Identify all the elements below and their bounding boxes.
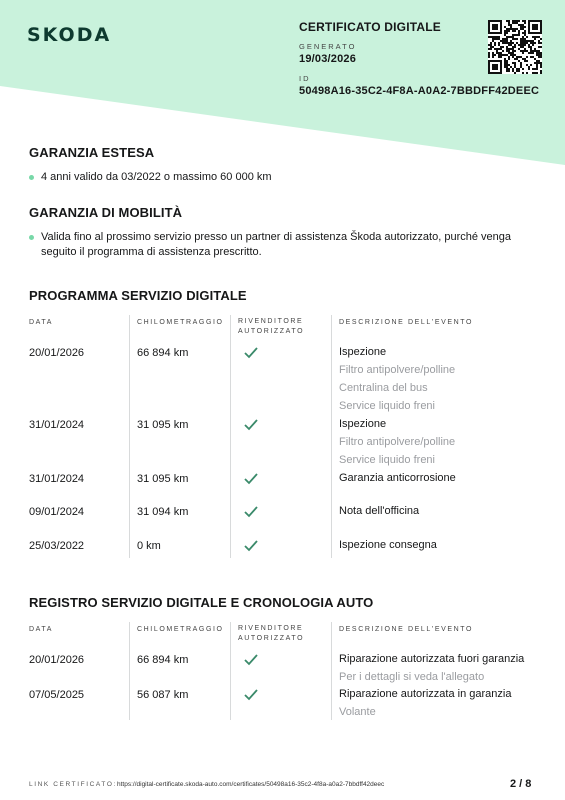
certificate-link[interactable]: https://digital-certificate.skoda-auto.com/certificates/50498a16-35c2-4f8a-a0a2-7bbdff42deec bbox=[117, 781, 385, 788]
column-header-event: DESCRIZIONE DELL'EVENTO bbox=[339, 626, 474, 633]
skoda-logo: SKODA bbox=[27, 24, 112, 46]
row-date: 31/01/2024 bbox=[29, 473, 85, 485]
column-divider bbox=[331, 315, 332, 558]
column-header-dealer: RIVENDITORE AUTORIZZATO bbox=[238, 625, 305, 642]
event-title: Riparazione autorizzata fuori garanzia bbox=[339, 653, 525, 665]
event-title: Ispezione bbox=[339, 346, 387, 358]
row-mileage: 31 095 km bbox=[137, 419, 189, 431]
row-mileage: 0 km bbox=[137, 540, 161, 552]
mobility-warranty-title: GARANZIA DI MOBILITÀ bbox=[29, 205, 183, 220]
bullet-icon bbox=[29, 175, 34, 180]
row-date: 31/01/2024 bbox=[29, 419, 85, 431]
event-detail: Service liquido freni bbox=[339, 400, 435, 412]
column-header-dealer: RIVENDITORE AUTORIZZATO bbox=[238, 318, 305, 335]
event-title: Riparazione autorizzata in garanzia bbox=[339, 688, 512, 700]
list-item bbox=[29, 170, 531, 185]
check-icon bbox=[244, 506, 258, 518]
row-description bbox=[339, 415, 455, 469]
column-header-date: DATA bbox=[29, 626, 54, 633]
check-icon bbox=[244, 419, 258, 431]
column-header-event: DESCRIZIONE DELL'EVENTO bbox=[339, 319, 474, 326]
row-mileage: 31 094 km bbox=[137, 506, 189, 518]
row-description bbox=[339, 343, 455, 415]
service-program-title: PROGRAMMA SERVIZIO DIGITALE bbox=[29, 288, 247, 303]
column-header-date: DATA bbox=[29, 319, 54, 326]
column-divider bbox=[129, 622, 130, 720]
column-divider bbox=[230, 315, 231, 558]
qr-code-icon bbox=[488, 20, 542, 74]
extended-warranty-text: 4 anni valido da 03/2022 o massimo 60 000 km bbox=[41, 171, 272, 183]
row-description bbox=[339, 502, 419, 520]
row-date: 09/01/2024 bbox=[29, 506, 85, 518]
column-divider bbox=[331, 622, 332, 720]
event-detail: Filtro antipolvere/polline bbox=[339, 364, 456, 376]
check-icon bbox=[244, 654, 258, 666]
row-description bbox=[339, 469, 456, 487]
service-history-title: REGISTRO SERVIZIO DIGITALE E CRONOLOGIA AUTO bbox=[29, 595, 374, 610]
event-detail: Filtro antipolvere/polline bbox=[339, 436, 456, 448]
row-mileage: 56 087 km bbox=[137, 689, 189, 701]
list-item bbox=[29, 230, 531, 260]
event-title: Ispezione consegna bbox=[339, 539, 437, 551]
row-mileage: 31 095 km bbox=[137, 473, 189, 485]
certificate-title: CERTIFICATO DIGITALE bbox=[299, 20, 441, 34]
bullet-icon bbox=[29, 235, 34, 240]
generated-label: GENERATO bbox=[299, 42, 357, 51]
column-header-mileage: CHILOMETRAGGIO bbox=[137, 626, 224, 633]
extended-warranty-title: GARANZIA ESTESA bbox=[29, 145, 155, 160]
row-mileage: 66 894 km bbox=[137, 654, 189, 666]
row-description bbox=[339, 650, 524, 686]
column-divider bbox=[129, 315, 130, 558]
row-date: 20/01/2026 bbox=[29, 347, 85, 359]
row-date: 20/01/2026 bbox=[29, 654, 85, 666]
certificate-id: 50498A16-35C2-4F8A-A0A2-7BBDFF42DEEC bbox=[299, 85, 540, 97]
check-icon bbox=[244, 540, 258, 552]
check-icon bbox=[244, 473, 258, 485]
event-detail: Volante bbox=[339, 706, 376, 718]
mobility-warranty-text: Valida fino al prossimo servizio presso un partner di assistenza Škoda autorizzato, purché venga seguito il programma di assistenza prescritto. bbox=[41, 231, 511, 258]
event-detail: Service liquido freni bbox=[339, 454, 435, 466]
check-icon bbox=[244, 689, 258, 701]
row-date: 07/05/2025 bbox=[29, 689, 85, 701]
column-header-mileage: CHILOMETRAGGIO bbox=[137, 319, 224, 326]
id-label: ID bbox=[299, 74, 311, 83]
row-description bbox=[339, 685, 511, 721]
row-date: 25/03/2022 bbox=[29, 540, 85, 552]
check-icon bbox=[244, 347, 258, 359]
event-detail: Centralina del bus bbox=[339, 382, 428, 394]
event-title: Nota dell'officina bbox=[339, 505, 420, 517]
column-divider bbox=[230, 622, 231, 720]
certificate-link-label: LINK CERTIFICATO: bbox=[29, 781, 117, 788]
row-description bbox=[339, 536, 437, 554]
event-title: Garanzia anticorrosione bbox=[339, 472, 456, 484]
generated-date: 19/03/2026 bbox=[299, 53, 357, 65]
event-title: Ispezione bbox=[339, 418, 387, 430]
page-number: 2 / 8 bbox=[510, 778, 532, 790]
row-mileage: 66 894 km bbox=[137, 347, 189, 359]
event-detail: Per i dettagli si veda l'allegato bbox=[339, 671, 485, 683]
